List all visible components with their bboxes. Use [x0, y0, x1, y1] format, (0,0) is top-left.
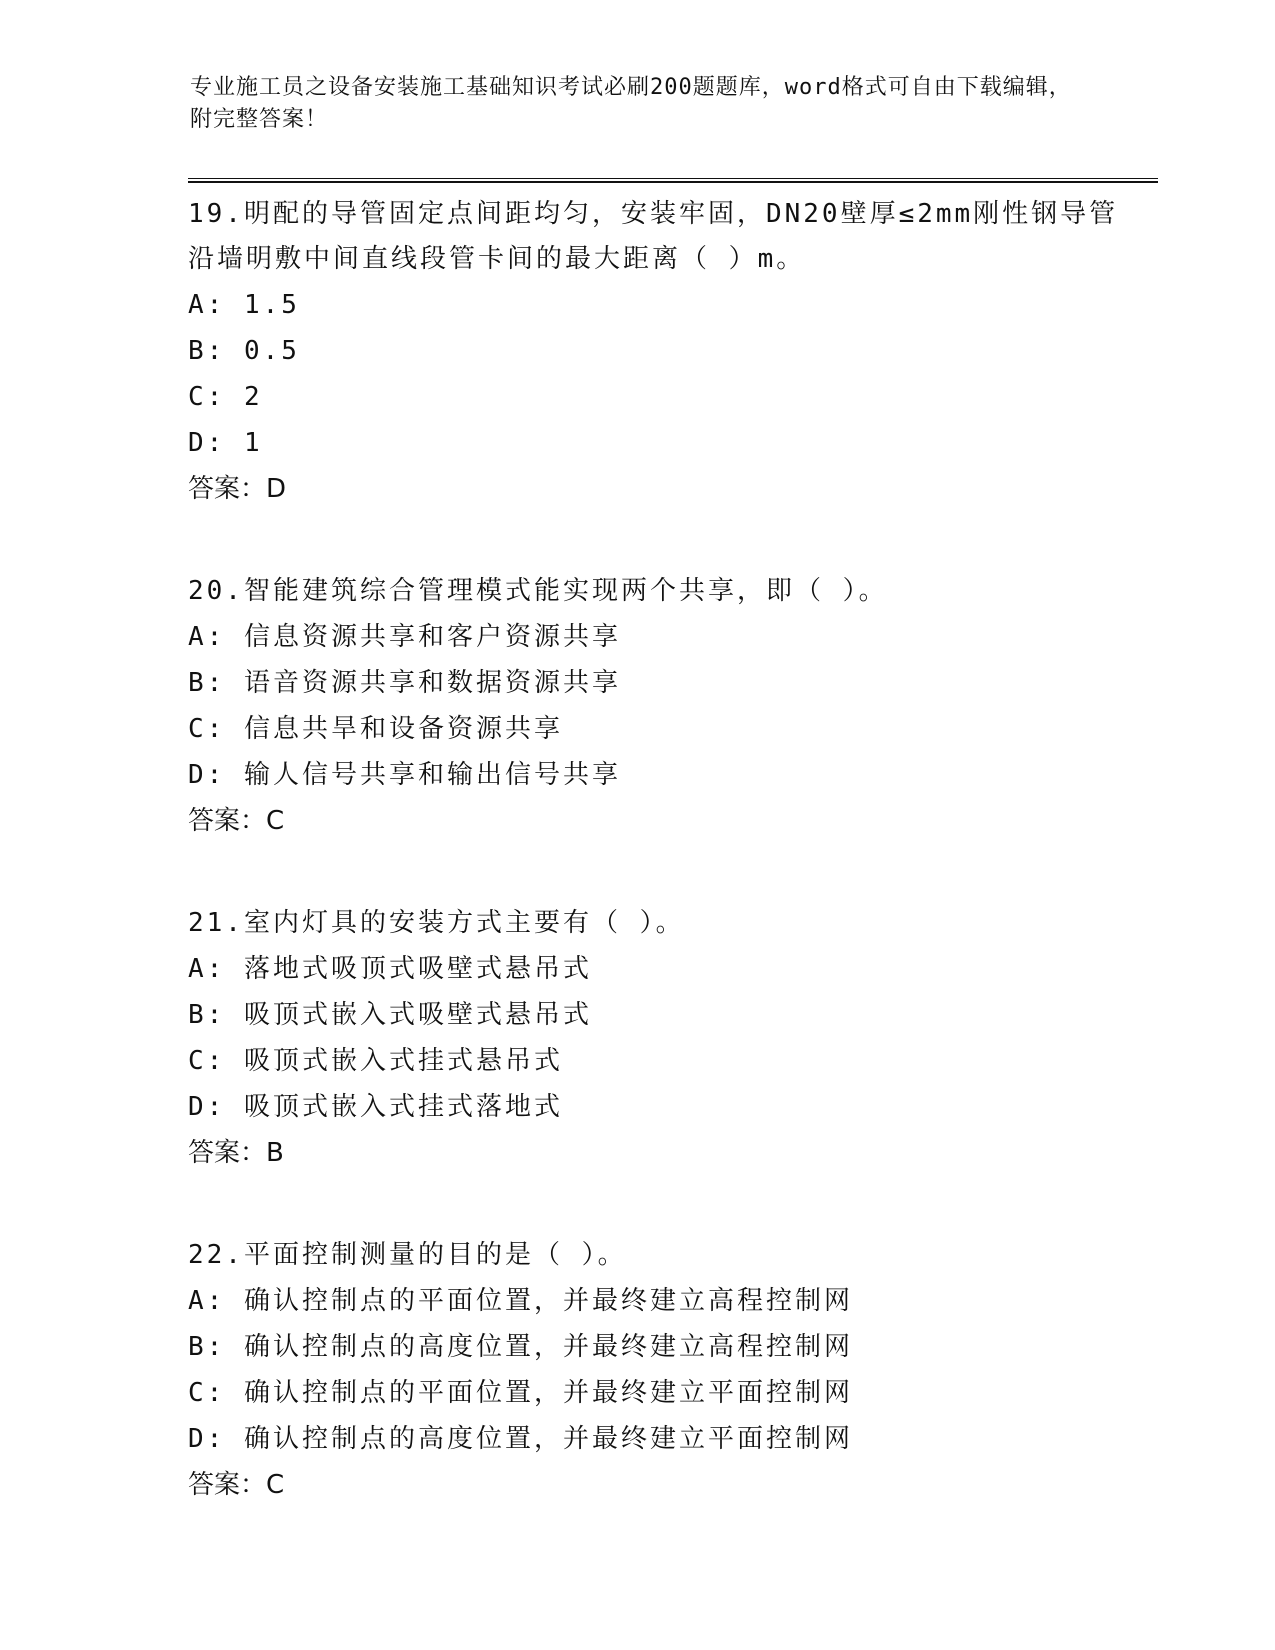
option-b: B: 吸顶式嵌入式吸壁式悬吊式	[188, 1000, 592, 1030]
option-d: D: 吸顶式嵌入式挂式落地式	[188, 1092, 563, 1122]
option-b: B: 0.5	[188, 336, 300, 366]
question-stem: 22.平面控制测量的目的是（ ）。	[188, 1240, 627, 1270]
option-d: D: 1	[188, 428, 263, 458]
option-a: A: 信息资源共享和客户资源共享	[188, 622, 621, 652]
question-stem: 20.智能建筑综合管理模式能实现两个共享，即（ ）。	[188, 576, 888, 606]
answer-label: 答案：D	[188, 474, 287, 504]
document-header: 专业施工员之设备安装施工基础知识考试必刷200题题库，word格式可自由下载编辑，附完整答案！	[190, 75, 1072, 132]
answer-label: 答案：B	[188, 1138, 284, 1168]
option-c: C: 2	[188, 382, 263, 412]
question-stem: 19.明配的导管固定点间距均匀，安装牢固，DN20壁厚≤2mm刚性钢导管沿墙明敷中间直线段管卡间的最大距离（ ）m。	[188, 199, 1119, 274]
option-a: A: 确认控制点的平面位置，并最终建立高程控制网	[188, 1286, 853, 1316]
option-c: C: 吸顶式嵌入式挂式悬吊式	[188, 1046, 563, 1076]
question-19	[188, 192, 1128, 512]
option-b: B: 语音资源共享和数据资源共享	[188, 668, 621, 698]
answer-label: 答案：C	[188, 806, 285, 836]
option-b: B: 确认控制点的高度位置，并最终建立高程控制网	[188, 1332, 853, 1362]
question-20	[188, 569, 1128, 844]
option-d: D: 确认控制点的高度位置，并最终建立平面控制网	[188, 1424, 853, 1454]
question-stem: 21.室内灯具的安装方式主要有（ ）。	[188, 908, 685, 938]
option-c: C: 确认控制点的平面位置，并最终建立平面控制网	[188, 1378, 853, 1408]
question-22	[188, 1233, 1128, 1508]
answer-label: 答案：C	[188, 1470, 285, 1500]
option-c: C: 信息共旱和设备资源共享	[188, 714, 563, 744]
option-a: A: 落地式吸顶式吸壁式悬吊式	[188, 954, 592, 984]
question-list	[188, 192, 1128, 1565]
question-21	[188, 901, 1128, 1176]
header-divider	[188, 178, 1158, 183]
option-d: D: 输人信号共享和输出信号共享	[188, 760, 621, 790]
option-a: A: 1.5	[188, 290, 300, 320]
